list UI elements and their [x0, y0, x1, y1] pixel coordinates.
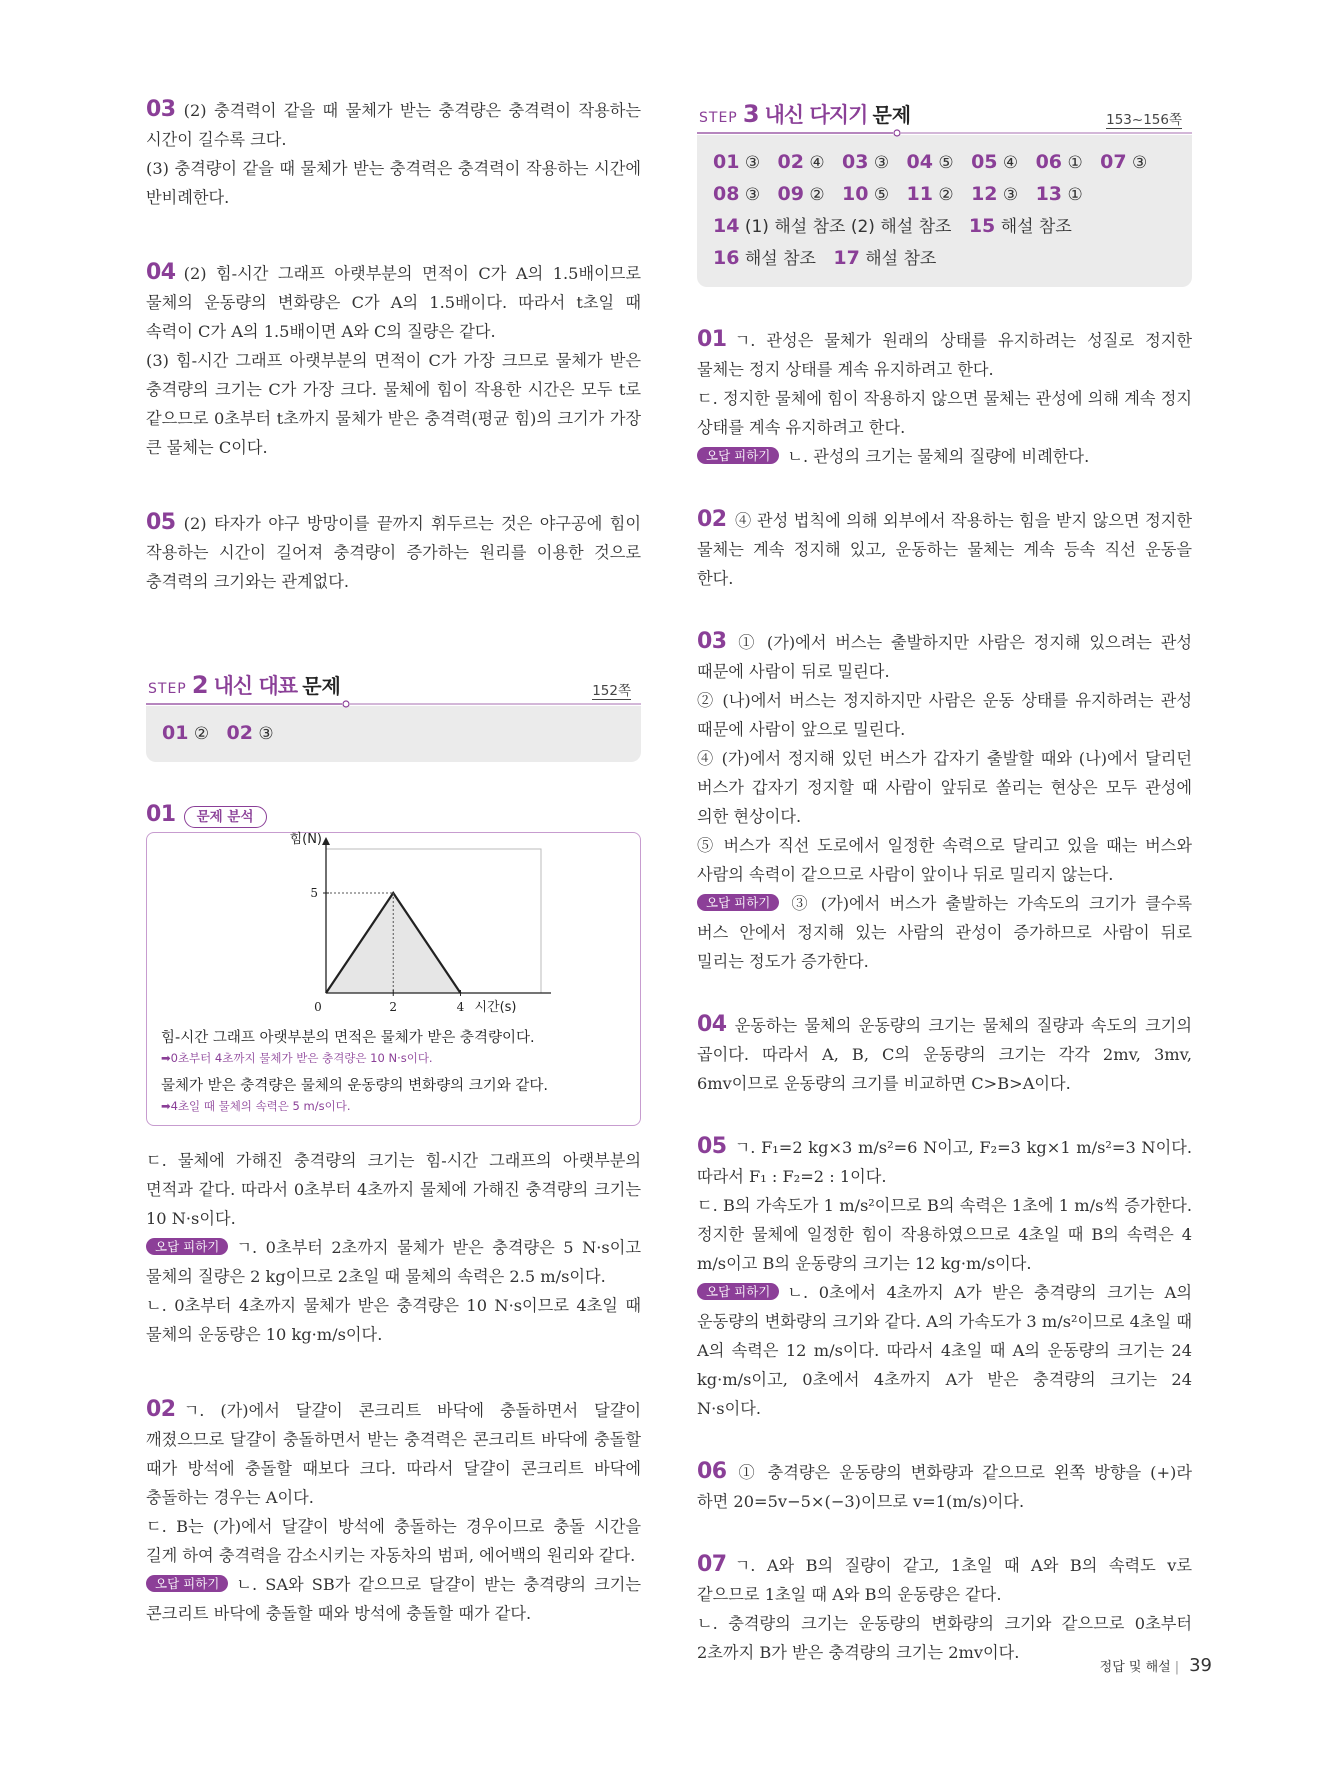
answer-item: 14 (1) 해설 참조 (2) 해설 참조	[713, 215, 952, 237]
force-time-graph	[161, 832, 626, 1023]
wrong-answer-tag: 오답 피하기	[697, 1283, 779, 1300]
left-column	[146, 95, 641, 1674]
x-tick-label: 2	[389, 1000, 398, 1014]
analysis-note: 물체가 받은 충격량은 물체의 운동량의 변화량의 크기와 같다.	[161, 1078, 549, 1094]
answer-item: 08 ③	[713, 183, 761, 205]
question-number: 04	[697, 1012, 727, 1037]
answer-item: 02 ③	[226, 722, 274, 744]
answer-item: 17 해설 참조	[833, 247, 937, 269]
analysis-sub: ➡0초부터 4초까지 물체가 받은 충격량은 10 N·s이다.	[161, 1051, 433, 1065]
answer-item: 07 ③	[1100, 151, 1148, 173]
x-tick-label: 4	[456, 1000, 465, 1014]
question-number: 05	[146, 510, 176, 535]
question-number: 01	[697, 327, 727, 352]
wrong-answer-tag: 오답 피하기	[697, 894, 779, 911]
explanation-r02: 02 ④ 관성 법칙에 의해 외부에서 작용하는 힘을 받지 않으면 정지한 물체는 계속 정지해 있고, 운동하는 물체는 계속 등속 직선 운동을 한다.	[697, 507, 1192, 588]
page-range: 152쪽	[592, 679, 631, 700]
explanation-03: 03 (2) 충격력이 같을 때 물체가 받는 충격량은 충격력이 작용하는 시간이 길수록 크다. (3) 충격량이 같을 때 물체가 받는 충격력은 충격력이 작용하는 시간에 반비례한다.	[146, 97, 641, 207]
explanation-s01	[146, 802, 641, 1126]
step3-header	[697, 95, 1192, 135]
question-number: 06	[697, 1459, 727, 1484]
explanation-r06: 06 ① 충격량은 운동량의 변화량과 같으므로 왼쪽 방향을 (+)라 하면 20=5v−5×(−3)이므로 v=1(m/s)이다.	[697, 1459, 1192, 1511]
x-axis-label: 시간(s)	[474, 1000, 517, 1015]
step2-header	[146, 666, 641, 706]
analysis-box	[146, 832, 641, 1126]
explanation-r04: 04 운동하는 물체의 운동량의 크기는 물체의 질량과 속도의 크기의 곱이다. 따라서 A, B, C의 운동량의 크기는 각각 2mv, 3mv, 6mv이므로 운동량의 크기를 비교하면 C>B>A이다.	[697, 1012, 1192, 1093]
right-column	[697, 95, 1192, 1713]
answer-item: 13 ①	[1035, 183, 1083, 205]
y-axis-arrow	[322, 837, 330, 845]
explanation-r07: 07 ㄱ. A와 B의 질량이 같고, 1초일 때 A와 B의 속력도 v로 같으므로 1초일 때 A와 B의 운동량은 같다. ㄴ. 충격량의 크기는 운동량의 변화량의 크기와 같으므로 0초부터 2초까지 B가 받은 충격량의 크기는 2mv이다.	[697, 1552, 1192, 1662]
answer-item: 03 ③	[842, 151, 890, 173]
wrong-answer-tag: 오답 피하기	[146, 1575, 228, 1592]
explanation-r05: 05 ㄱ. F₁=2 kg×3 m/s²=6 N이고, F₂=3 kg×1 m/s²=3 N이다. 따라서 F₁ : F₂=2 : 1이다. ㄷ. B의 가속도가 1 m/s²이므로 B의 속력은 1초에 1 m/s씩 증가한다. 정지한 물체에 일정한 힘이 작용하였으므로 4초일 때 B의 속력은 4 m/s이고 B의 운동량의 크기는 12 kg·m/s이다. 오답 피하기 ㄴ. 0초에서 4초까지 A가 받은 충격량의 크기는 A의 운동량의 변화량의 크기와 같다. A의 가속도가 3 m/s²이므로 4초일 때 A의 속력은 12 m/s이다. 따라서 4초일 때 A의 운동량의 크기는 24 kg·m/s이고, 0초에서 4초까지 A가 받은 충격량의 크기는 24 N·s이다.	[697, 1134, 1192, 1418]
explanation-r01: 01 ㄱ. 관성은 물체가 원래의 상태를 유지하려는 성질로 정지한 물체는 정지 상태를 계속 유지하려고 한다. ㄷ. 정지한 물체에 힘이 작용하지 않으면 물체는 관성에 의해 계속 정지 상태를 계속 유지하려고 한다. 오답 피하기 ㄴ. 관성의 크기는 물체의 질량에 비례한다.	[697, 327, 1192, 466]
footer-label: 정답 및 해설	[1099, 1660, 1171, 1675]
wrong-answer-tag: 오답 피하기	[697, 447, 779, 464]
explanation-r03: 03 ① (가)에서 버스는 출발하지만 사람은 정지해 있으려는 관성 때문에 사람이 뒤로 밀린다. ② (나)에서 버스는 정지하지만 사람은 운동 상태를 유지하려는 관성 때문에 사람이 앞으로 밀린다. ④ (가)에서 정지해 있던 버스가 갑자기 출발할 때와 (나)에서 달리던 버스가 갑자기 정지할 때 사람이 앞뒤로 쏠리는 현상은 모두 관성에 의한 현상이다. ⑤ 버스가 직선 도로에서 일정한 속력으로 달리고 있을 때는 버스와 사람의 속력이 같으므로 사람이 앞이나 뒤로 밀리지 않는다. 오답 피하기 ③ (가)에서 버스가 출발하는 가속도의 크기가 클수록 버스 안에서 정지해 있는 사람의 관성이 증가하므로 사람이 뒤로 밀리는 정도가 증가한다.	[697, 629, 1192, 971]
answer-item: 11 ②	[906, 183, 954, 205]
question-number: 03	[146, 97, 176, 122]
step3-title: STEP 3 내신 다지기 문제	[699, 100, 912, 128]
answer-item: 10 ⑤	[842, 183, 890, 205]
answer-item: 12 ③	[971, 183, 1019, 205]
explanation-05: 05 (2) 타자가 야구 방망이를 끝까지 휘두르는 것은 야구공에 힘이 작용하는 시간이 길어져 충격량이 증가하는 원리를 이용한 것으로 충격력의 크기와는 관계없다.	[146, 510, 641, 591]
answer-item: 04 ⑤	[906, 151, 954, 173]
page-number: 39	[1189, 1655, 1212, 1676]
y-axis-label: 힘(N)	[289, 832, 322, 847]
step3-answer-box	[697, 135, 1192, 287]
answer-item: 16 해설 참조	[713, 247, 816, 269]
x-tick-label: 0	[314, 1000, 322, 1014]
explanation-04: 04 (2) 힘-시간 그래프 아랫부분의 면적이 C가 A의 1.5배이므로 물체의 운동량의 변화량은 C가 A의 1.5배이다. 따라서 t초일 때 속력이 C가 A의 1.5배이면 A와 C의 질량은 같다. (3) 힘-시간 그래프 아랫부분의 면적이 C가 가장 크므로 물체가 받은 충격량의 크기는 C가 가장 크다. 물체에 힘이 작용한 시간은 모두 t로 같으므로 0초부터 t초까지 물체가 받은 충격력(평균 힘)의 크기가 가장 큰 물체는 C이다.	[146, 260, 641, 457]
question-number: 04	[146, 260, 176, 285]
page-footer: 정답 및 해설 | 39	[1099, 1655, 1212, 1676]
analysis-label: 문제 분석	[184, 806, 267, 828]
question-number: 01	[146, 802, 176, 827]
question-number: 05	[697, 1134, 727, 1159]
answer-item: 05 ④	[971, 151, 1019, 173]
header-underline	[146, 700, 641, 708]
analysis-note: 힘-시간 그래프 아랫부분의 면적은 물체가 받은 충격량이다.	[161, 1030, 535, 1046]
answer-item: 06 ①	[1035, 151, 1083, 173]
question-number: 02	[697, 507, 727, 532]
wrong-answer-tag: 오답 피하기	[146, 1238, 228, 1255]
answer-item: 02 ④	[777, 151, 825, 173]
answer-item: 09 ②	[777, 183, 825, 205]
answer-item: 01 ③	[713, 151, 761, 173]
answer-item: 15 해설 참조	[968, 215, 1072, 237]
page-range: 153~156쪽	[1106, 108, 1182, 129]
question-number: 03	[697, 629, 727, 654]
y-tick-label: 5	[310, 886, 318, 900]
question-number: 07	[697, 1552, 727, 1577]
step2-title: STEP 2 내신 대표 문제	[148, 671, 341, 699]
question-number: 02	[146, 1397, 176, 1422]
step2-answer-box	[146, 706, 641, 762]
analysis-sub: ➡4초일 때 물체의 속력은 5 m/s이다.	[161, 1099, 351, 1113]
header-underline	[697, 129, 1192, 137]
explanation-s01-body: ㄷ. 물체에 가해진 충격량의 크기는 힘-시간 그래프의 아랫부분의 면적과 같다. 따라서 0초부터 4초까지 물체에 가해진 충격량의 크기는 10 N·s이다. 오답 피하기 ㄱ. 0초부터 2초까지 물체가 받은 충격량은 5 N·s이고 물체의 질량은 2 kg이므로 2초일 때 물체의 속력은 2.5 m/s이다. ㄴ. 0초부터 4초까지 물체가 받은 충격량은 10 N·s이므로 4초일 때 물체의 운동량은 10 kg·m/s이다.	[146, 1151, 641, 1344]
explanation-s02: 02 ㄱ. (가)에서 달걀이 콘크리트 바닥에 충돌하면서 달걀이 깨졌으므로 달걀이 충돌하면서 받는 충격력은 콘크리트 바닥에 충돌할 때가 방석에 충돌할 때보다 크다. 따라서 달걀이 콘크리트 바닥에 충돌하는 경우는 A이다. ㄷ. B는 (가)에서 달걀이 방석에 충돌하는 경우이므로 충돌 시간을 길게 하여 충격력을 감소시키는 자동차의 범퍼, 에어백의 원리와 같다. 오답 피하기 ㄴ. SA와 SB가 같으므로 달걀이 받는 충격량의 크기는 콘크리트 바닥에 충돌할 때와 방석에 충돌할 때가 같다.	[146, 1397, 641, 1623]
answer-item: 01 ②	[162, 722, 210, 744]
